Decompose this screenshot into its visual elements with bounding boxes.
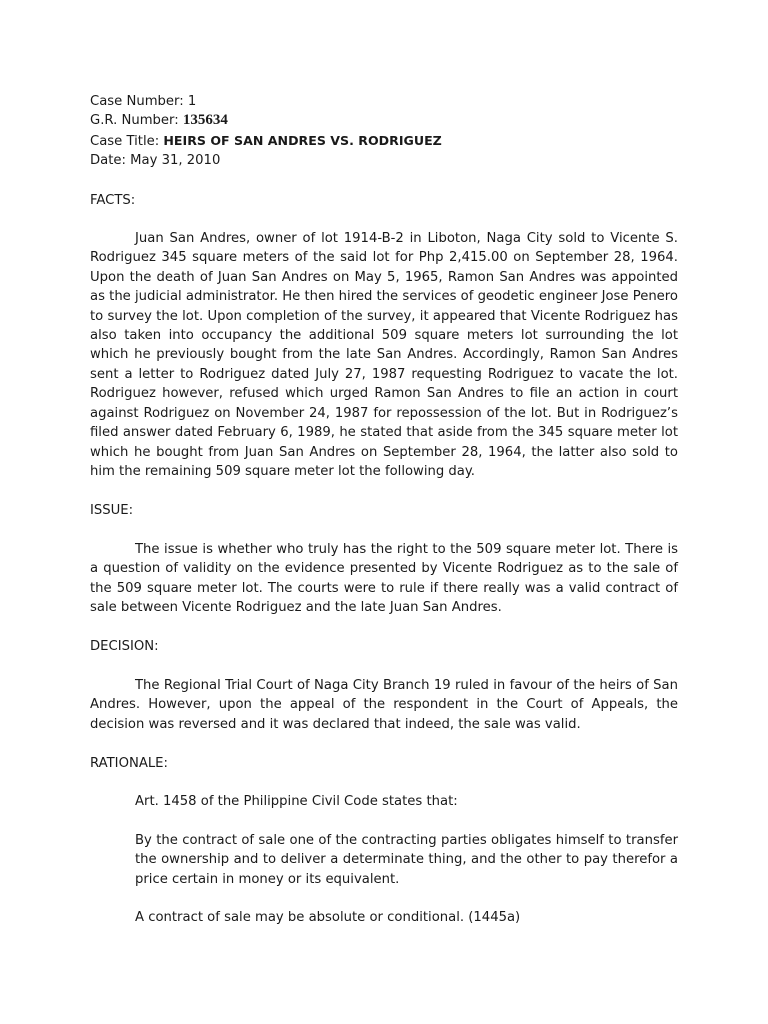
case-title-label: Case Title: (90, 133, 164, 149)
case-number-label: Case Number: (90, 94, 188, 109)
facts-heading: FACTS: (90, 192, 136, 208)
date-label: Date: (90, 153, 131, 169)
issue-heading: ISSUE: (90, 503, 134, 519)
case-title-line (90, 131, 678, 151)
date-line (90, 151, 678, 170)
date-value: May 31, 2010 (130, 153, 221, 169)
document-page (90, 92, 678, 927)
rationale-quote: By the contract of sale one of the contracting parties obligates himself to transfer the ownership and to deliver a determinate thing, and the other to pay therefor a price certain in money or its equivalent. (135, 832, 678, 887)
facts-paragraph: Juan San Andres, owner of lot 1914-B-2 in Liboton, Naga City sold to Vicente S. Rodriguez 345 square meters of the said lot for Php 2,415.00 on September 28, 1964. Upon the death of Juan San Andres on May 5, 1965, Ramon San Andres was appointed as the judicial administrator. He then hired the services of geodetic engineer Jose Penero to survey the lot. Upon completion of the survey, it appeared that Vicente Rodriguez has also taken into occupancy the additional 509 square meters lot surrounding the lot which he previously bought from the late San Andres. Accordingly, Ramon San Andres sent a letter to Rodriguez dated July 27, 1987 requesting Rodriguez to vacate the lot. Rodriguez however, refused which urged Ramon San Andres to file an action in court against Rodriguez on November 24, 1987 for repossession of the lot. But in Rodriguez’s filed answer dated February 6, 1989, he stated that aside from the 345 square meter lot which he bought from Juan San Andres on September 28, 1964, the latter also sold to him the remaining 509 square meter lot the following day. (90, 231, 678, 479)
case-number-line (90, 92, 678, 111)
decision-heading: DECISION: (90, 639, 159, 655)
rationale-block (90, 792, 678, 927)
gr-number-label: G.R. Number: (90, 113, 183, 129)
rationale-intro: Art. 1458 of the Philippine Civil Code states that: (135, 794, 458, 810)
gr-number-line (90, 111, 678, 130)
decision-paragraph: The Regional Trial Court of Naga City Branch 19 ruled in favour of the heirs of San Andres. However, upon the appeal of the respondent in the Court of Appeals, the decision was reversed and it was declared that indeed, the sale was valid. (90, 677, 678, 732)
rationale-closing: A contract of sale may be absolute or conditional. (1445a) (135, 910, 521, 925)
issue-paragraph: The issue is whether who truly has the right to the 509 square meter lot. There is a question of validity on the evidence presented by Vicente Rodriguez as to the sale of the 509 square meter lot. The courts were to rule if there really was a valid contract of sale between Vicente Rodriguez and the late Juan San Andres. (90, 541, 678, 615)
case-number-value: 1 (187, 94, 197, 109)
case-title-value: HEIRS OF SAN ANDRES VS. RODRIGUEZ (163, 132, 442, 148)
gr-number-value: 135634 (182, 112, 228, 129)
rationale-heading: RATIONALE: (90, 755, 168, 771)
